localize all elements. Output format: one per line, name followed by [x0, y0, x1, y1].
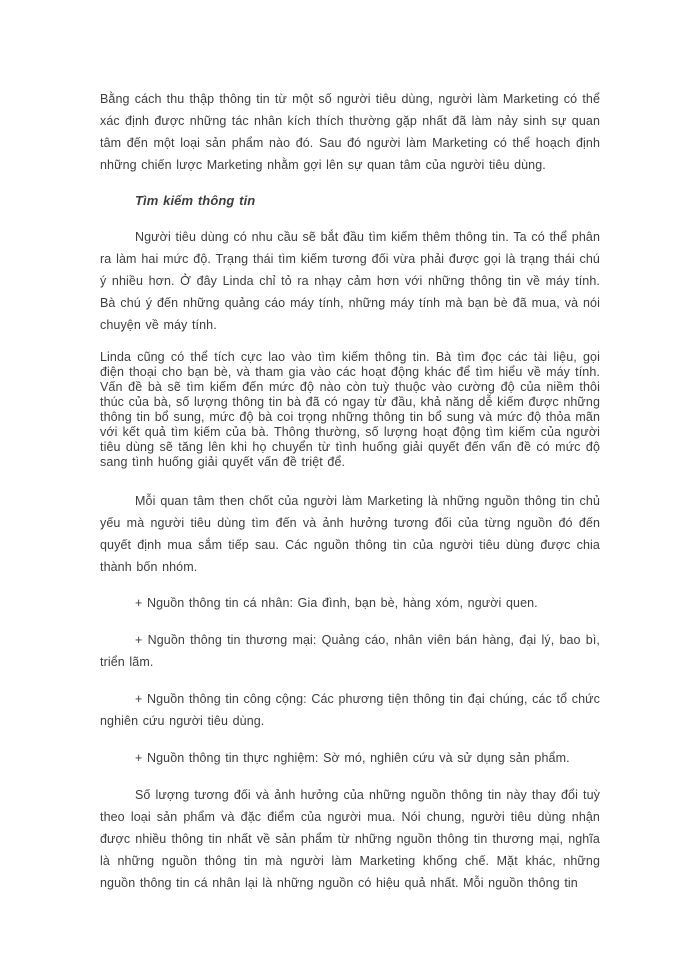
- body-paragraph: Số lượng tương đối và ảnh hưởng của những nguồn thông tin này thay đổi tuỳ theo loại sản phẩm và đặc điểm của người mua. Nói chung, người tiêu dùng nhận được nhiều thông tin nhất về sản phẩm từ những nguồn thông tin thương mại, nghĩa là những nguồn thông tin mà người làm Marketing khống chế. Mặt khác, những nguồn thông tin cá nhân lại là những nguồn có hiệu quả nhất. Mỗi nguồn thông tin: [100, 788, 600, 890]
- bullet-item: + Nguồn thông tin thương mại: Quảng cáo, nhân viên bán hàng, đại lý, bao bì, triển lãm.: [100, 633, 600, 669]
- body-paragraph: Bằng cách thu thập thông tin từ một số người tiêu dùng, người làm Marketing có thể xác định được những tác nhân kích thích thường gặp nhất đã làm nảy sinh sự quan tâm đến một loại sản phẩm nào đó. Sau đó người làm Marketing có thể hoạch định những chiến lược Marketing nhằm gợi lên sự quan tâm của người tiêu dùng.: [100, 92, 600, 172]
- bullet-item: + Nguồn thông tin cá nhân: Gia đình, bạn bè, hàng xóm, người quen.: [135, 596, 538, 610]
- bullet-item: + Nguồn thông tin thực nghiệm: Sờ mó, nghiên cứu và sử dụng sản phẩm.: [135, 751, 570, 765]
- document-text-body: [100, 88, 600, 894]
- bullet-item: + Nguồn thông tin công cộng: Các phương tiện thông tin đại chúng, các tổ chức nghiên cứu người tiêu dùng.: [100, 692, 600, 728]
- body-paragraph: Linda cũng có thể tích cực lao vào tìm kiếm thông tin. Bà tìm đọc các tài liệu, gọi điện thoại cho bạn bè, và tham gia vào các hoạt động khác để tìm hiểu về máy tính. Vấn đề bà sẽ tìm kiếm đến mức độ nào còn tuỳ thuộc vào cường độ của niềm thôi thúc của bà, số lượng thông tin bà đã có ngay từ đầu, khả năng dễ kiếm được những thông tin bổ sung, mức độ bà coi trọng những thông tin bổ sung và mức độ thỏa mãn với kết quả tìm kiếm của bà. Thông thường, số lượng hoạt động tìm kiếm của người tiêu dùng sẽ tăng lên khi họ chuyển từ tình huống giải quyết đến vấn đề có mức độ sang tình huống giải quyết vấn đề triệt để.: [100, 350, 600, 469]
- body-paragraph: Người tiêu dùng có nhu cầu sẽ bắt đầu tìm kiếm thêm thông tin. Ta có thể phân ra làm hai mức độ. Trạng thái tìm kiếm tương đối vừa phải được gọi là trạng thái chú ý nhiều hơn. Ở đây Linda chỉ tỏ ra nhạy cảm hơn với những thông tin về máy tính. Bà chú ý đến những quảng cáo máy tính, những máy tính mà bạn bè đã mua, và nói chuyện về máy tính.: [100, 230, 600, 332]
- body-paragraph: Mỗi quan tâm then chốt của người làm Marketing là những nguồn thông tin chủ yếu mà người tiêu dùng tìm đến và ảnh hưởng tương đối của từng nguồn đó đến quyết định mua sắm tiếp sau. Các nguồn thông tin của người tiêu dùng được chia thành bốn nhóm.: [100, 494, 600, 574]
- section-heading: Tìm kiếm thông tin: [135, 193, 256, 208]
